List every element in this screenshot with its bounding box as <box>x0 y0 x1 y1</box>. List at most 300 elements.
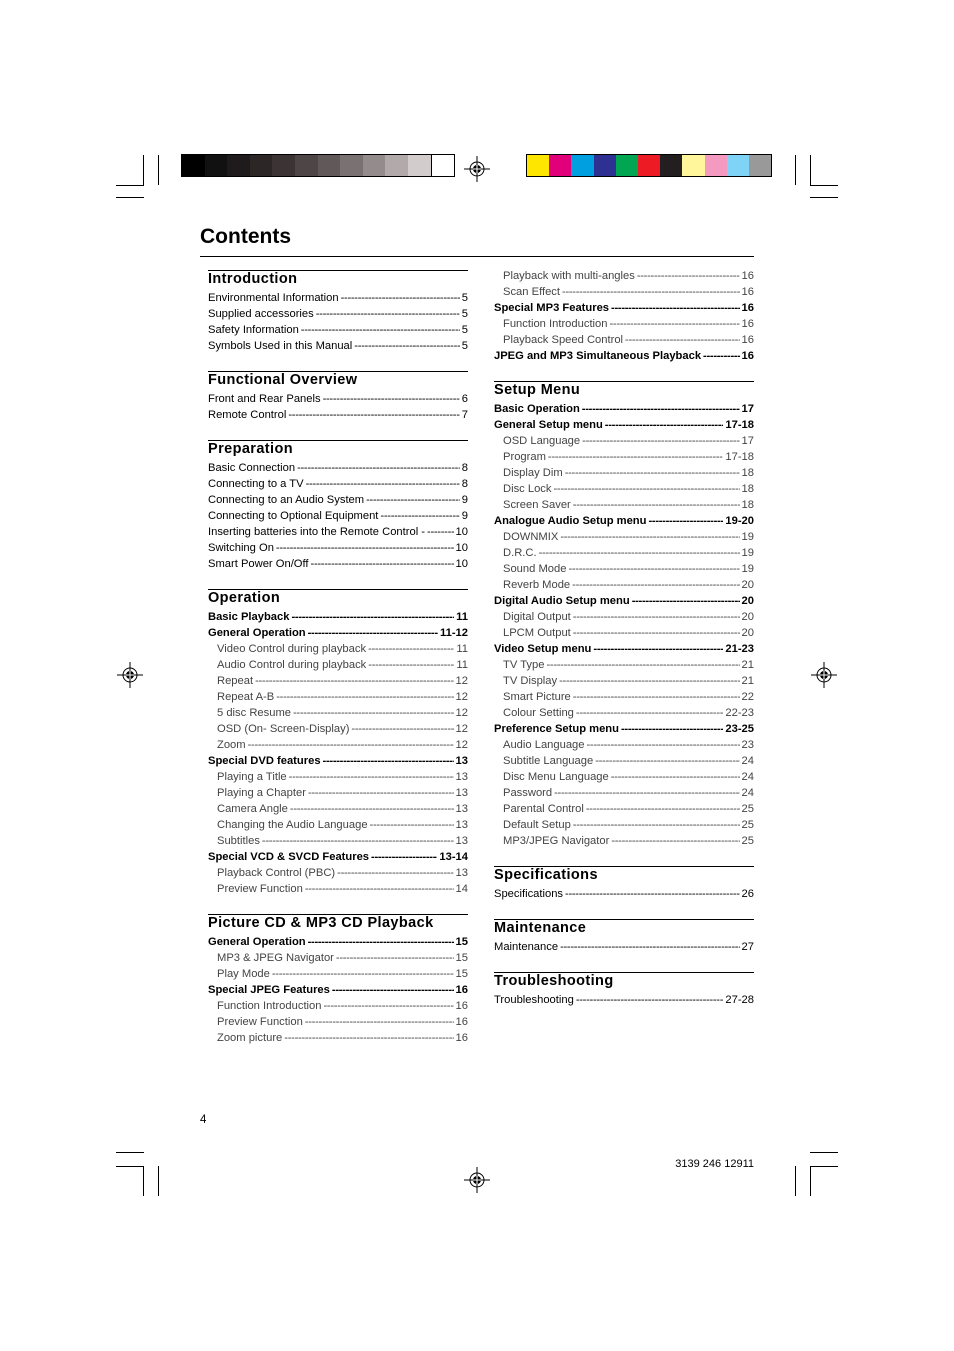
toc-entry[interactable] <box>208 865 468 881</box>
toc-entry-title: Special MP3 Features <box>494 302 610 314</box>
toc-entry[interactable] <box>494 801 754 817</box>
toc-entry[interactable] <box>494 545 754 561</box>
toc-entry-title: Playback Control (PBC) <box>217 867 336 879</box>
toc-entry[interactable] <box>208 1014 468 1030</box>
crop-mark <box>810 155 811 185</box>
toc-section <box>494 268 754 364</box>
toc-entry[interactable] <box>494 753 754 769</box>
toc-entry[interactable] <box>494 625 754 641</box>
dot-leader <box>341 290 460 306</box>
dot-leader <box>572 577 739 593</box>
toc-entry-title: Video Setup menu <box>494 643 592 655</box>
color-swatch <box>638 155 660 176</box>
toc-entry-title: D.R.C. <box>503 547 537 559</box>
dot-leader <box>308 625 438 641</box>
color-swatch <box>340 155 363 176</box>
toc-entry[interactable] <box>208 966 468 982</box>
toc-entry[interactable] <box>494 401 754 417</box>
toc-entry-page: 12 <box>455 723 468 735</box>
color-swatch <box>318 155 341 176</box>
toc-entry[interactable] <box>494 886 754 902</box>
toc-entry-page: 17-18 <box>725 419 754 431</box>
dot-leader <box>255 673 453 689</box>
dot-leader <box>582 433 739 449</box>
toc-entry-page: 25 <box>741 835 754 847</box>
crop-mark <box>795 155 796 185</box>
dot-leader <box>648 513 723 529</box>
toc-entry-page: 18 <box>741 483 754 495</box>
registration-target-icon <box>464 156 490 182</box>
dot-leader <box>248 737 454 753</box>
toc-entry[interactable] <box>494 433 754 449</box>
page-title: Contents <box>200 225 291 248</box>
dot-leader <box>573 609 740 625</box>
toc-entry-title: Reverb Mode <box>503 579 571 591</box>
toc-entry[interactable] <box>208 460 468 476</box>
dot-leader <box>332 982 454 998</box>
toc-entry[interactable] <box>494 673 754 689</box>
toc-entry-title: Audio Language <box>503 739 585 751</box>
dot-leader <box>560 529 739 545</box>
toc-entry[interactable] <box>208 737 468 753</box>
toc-entry-title: Digital Audio Setup menu <box>494 595 630 607</box>
toc-entry-title: Supplied accessories <box>208 308 314 320</box>
crop-mark <box>116 185 144 186</box>
toc-entry-title: Play Mode <box>217 968 270 980</box>
dot-leader <box>587 737 740 753</box>
toc-entry-title: Repeat A-B <box>217 691 275 703</box>
toc-entry-title: Preference Setup menu <box>494 723 619 735</box>
title-divider <box>200 256 754 257</box>
dot-leader <box>368 657 454 673</box>
toc-entry[interactable] <box>208 641 468 657</box>
toc-entry[interactable] <box>494 300 754 316</box>
toc-entry-title: Audio Control during playback <box>217 659 367 671</box>
toc-entry-page: 19 <box>741 563 754 575</box>
toc-entry-page: 12 <box>455 707 468 719</box>
toc-entry-title: Zoom <box>217 739 246 751</box>
toc-entry-title: MP3 & JPEG Navigator <box>217 952 334 964</box>
toc-entry-title: Disc Lock <box>503 483 552 495</box>
toc-entry-page: 10 <box>455 542 468 554</box>
dot-leader <box>560 939 739 955</box>
dot-leader <box>621 721 723 737</box>
toc-entry-title: DOWNMIX <box>503 531 559 543</box>
toc-entry[interactable] <box>494 449 754 465</box>
toc-entry-title: Zoom picture <box>217 1032 283 1044</box>
toc-entry-title: Digital Output <box>503 611 571 623</box>
toc-entry-page: 12 <box>455 691 468 703</box>
toc-entry-page: 20 <box>741 627 754 639</box>
crop-mark <box>116 1166 144 1167</box>
toc-entry-page: 16 <box>741 302 754 314</box>
toc-entry[interactable] <box>208 322 468 338</box>
toc-entry-page: 16 <box>455 1016 468 1028</box>
toc-entry[interactable] <box>208 689 468 705</box>
dot-leader <box>554 785 739 801</box>
toc-entry-page: 13 <box>455 755 468 767</box>
toc-entry[interactable] <box>208 721 468 737</box>
dot-leader <box>380 508 459 524</box>
toc-entry-page: 17 <box>741 435 754 447</box>
dot-leader <box>611 769 740 785</box>
toc-entry-title: 5 disc Resume <box>217 707 291 719</box>
toc-entry[interactable] <box>494 513 754 529</box>
toc-entry[interactable] <box>208 849 468 865</box>
toc-entry-page: 25 <box>741 803 754 815</box>
color-swatch <box>682 155 704 176</box>
color-swatch <box>549 155 571 176</box>
toc-entry[interactable] <box>208 524 468 540</box>
toc-entry-title: Connecting to Optional Equipment <box>208 510 379 522</box>
toc-entry[interactable] <box>208 833 468 849</box>
toc-section <box>208 589 468 897</box>
toc-section <box>494 381 754 849</box>
toc-entry-title: MP3/JPEG Navigator <box>503 835 610 847</box>
toc-entry-page: 5 <box>461 340 468 352</box>
toc-entry-page: 20 <box>741 579 754 591</box>
toc-entry[interactable] <box>494 641 754 657</box>
dot-leader <box>308 785 454 801</box>
toc-entry[interactable] <box>208 705 468 721</box>
toc-entry-title: Playing a Title <box>217 771 287 783</box>
toc-entry-page: 14 <box>455 883 468 895</box>
toc-entry[interactable] <box>208 982 468 998</box>
grayscale-calibration-strip <box>181 154 455 177</box>
toc-entry[interactable] <box>208 817 468 833</box>
dot-leader <box>323 391 460 407</box>
toc-entry-page: 16 <box>455 1000 468 1012</box>
dot-leader <box>291 609 454 625</box>
toc-entry[interactable] <box>494 465 754 481</box>
toc-entry[interactable] <box>208 306 468 322</box>
toc-entry-page: 13 <box>455 787 468 799</box>
toc-entry-title: Basic Operation <box>494 403 580 415</box>
toc-section <box>208 270 468 354</box>
registration-target-icon <box>464 1167 490 1193</box>
toc-entry[interactable] <box>494 497 754 513</box>
toc-entry[interactable] <box>208 769 468 785</box>
toc-entry-title: Specifications <box>494 888 564 900</box>
toc-entry-page: 21-23 <box>725 643 754 655</box>
toc-entry-title: Symbols Used in this Manual <box>208 340 353 352</box>
toc-entry[interactable] <box>208 657 468 673</box>
toc-entry-title: Switching On <box>208 542 274 554</box>
toc-entry-page: 16 <box>741 270 754 282</box>
toc-entry-title: Preview Function <box>217 883 303 895</box>
toc-entry-page: 11 <box>456 643 468 655</box>
dot-leader <box>609 316 739 332</box>
color-swatch <box>749 155 771 176</box>
toc-entry-title: JPEG and MP3 Simultaneous Playback <box>494 350 702 362</box>
dot-leader <box>565 886 740 902</box>
toc-entry[interactable] <box>494 737 754 753</box>
toc-entry-page: 24 <box>741 787 754 799</box>
toc-entry-page: 27-28 <box>725 994 754 1006</box>
toc-entry-page: 21 <box>741 675 754 687</box>
toc-entry-title: Changing the Audio Language <box>217 819 368 831</box>
dot-leader <box>568 561 739 577</box>
toc-entry-title: Preview Function <box>217 1016 303 1028</box>
toc-entry-title: OSD (On- Screen-Display) <box>217 723 350 735</box>
toc-entry-page: 5 <box>461 324 468 336</box>
toc-section <box>208 440 468 572</box>
toc-entry[interactable] <box>494 348 754 364</box>
dot-leader <box>595 753 739 769</box>
toc-section <box>208 914 468 1046</box>
dot-leader <box>297 460 460 476</box>
dot-leader <box>632 593 740 609</box>
toc-entry-title: TV Type <box>503 659 545 671</box>
color-calibration-strip <box>526 154 772 177</box>
dot-leader <box>548 449 723 465</box>
dot-leader <box>354 338 460 354</box>
toc-entry-page: 13 <box>455 867 468 879</box>
toc-entry-page: 19 <box>741 531 754 543</box>
toc-entry-title: Connecting to an Audio System <box>208 494 365 506</box>
toc-entry[interactable] <box>494 529 754 545</box>
toc-entry[interactable] <box>494 992 754 1008</box>
toc-entry[interactable] <box>494 417 754 433</box>
toc-entry-page: 17 <box>741 403 754 415</box>
dot-leader <box>562 284 740 300</box>
toc-section <box>494 972 754 1008</box>
toc-section <box>494 919 754 955</box>
toc-entry-page: 8 <box>461 478 468 490</box>
toc-entry[interactable] <box>494 481 754 497</box>
dot-leader <box>305 881 454 897</box>
dot-leader <box>276 689 453 705</box>
toc-entry-title: Basic Connection <box>208 462 296 474</box>
toc-entry[interactable] <box>494 268 754 284</box>
dot-leader <box>427 524 454 540</box>
toc-entry[interactable] <box>208 338 468 354</box>
toc-entry-title: Program <box>503 451 546 463</box>
dot-leader <box>576 992 724 1008</box>
toc-entry-page: 22-23 <box>725 707 754 719</box>
toc-entry[interactable] <box>208 540 468 556</box>
dot-leader <box>371 849 437 865</box>
dot-leader <box>289 769 454 785</box>
crop-mark <box>810 1166 838 1167</box>
toc-entry[interactable] <box>208 673 468 689</box>
toc-entry-page: 17-18 <box>725 451 754 463</box>
color-swatch <box>182 155 205 176</box>
toc-entry[interactable] <box>208 391 468 407</box>
dot-leader <box>288 407 459 423</box>
toc-entry[interactable] <box>494 689 754 705</box>
toc-entry-title: Smart Power On/Off <box>208 558 309 570</box>
section-heading: Picture CD & MP3 CD Playback <box>208 914 468 932</box>
page-number: 4 <box>200 1114 207 1126</box>
toc-entry-page: 13 <box>455 819 468 831</box>
color-swatch <box>408 155 431 176</box>
dot-leader <box>276 540 454 556</box>
toc-entry[interactable] <box>208 881 468 897</box>
toc-entry-page: 20 <box>741 595 754 607</box>
crop-mark <box>158 1166 159 1196</box>
toc-section <box>494 866 754 902</box>
dot-leader <box>301 322 460 338</box>
color-swatch <box>616 155 638 176</box>
toc-entry[interactable] <box>208 1030 468 1046</box>
toc-entry-page: 24 <box>741 771 754 783</box>
toc-entry[interactable] <box>208 998 468 1014</box>
toc-entry-title: Function Introduction <box>503 318 608 330</box>
dot-leader <box>308 934 454 950</box>
color-swatch <box>205 155 228 176</box>
toc-entry[interactable] <box>208 801 468 817</box>
toc-entry-page: 16 <box>741 334 754 346</box>
toc-entry-page: 19-20 <box>725 515 754 527</box>
toc-entry[interactable] <box>494 316 754 332</box>
toc-entry-page: 13-14 <box>439 851 468 863</box>
toc-entry-page: 22 <box>741 691 754 703</box>
toc-entry-page: 20 <box>741 611 754 623</box>
toc-entry[interactable] <box>208 407 468 423</box>
toc-entry-page: 8 <box>461 462 468 474</box>
dot-leader <box>316 306 460 322</box>
toc-entry-title: Camera Angle <box>217 803 288 815</box>
color-swatch <box>227 155 250 176</box>
dot-leader <box>323 753 454 769</box>
toc-entry-page: 16 <box>455 984 468 996</box>
toc-entry[interactable] <box>494 561 754 577</box>
dot-leader <box>284 1030 453 1046</box>
toc-entry-page: 6 <box>461 393 468 405</box>
dot-leader <box>336 950 454 966</box>
toc-entry-page: 16 <box>741 286 754 298</box>
toc-entry-page: 7 <box>461 409 468 421</box>
crop-mark <box>810 185 838 186</box>
dot-leader <box>311 556 454 572</box>
toc-entry-page: 25 <box>741 819 754 831</box>
toc-entry-title: Repeat <box>217 675 254 687</box>
dot-leader <box>573 625 740 641</box>
color-swatch <box>594 155 616 176</box>
toc-entry-title: Remote Control <box>208 409 287 421</box>
toc-entry-title: Parental Control <box>503 803 584 815</box>
dot-leader <box>573 817 740 833</box>
toc-entry-title: Video Control during playback <box>217 643 367 655</box>
crop-mark <box>795 1166 796 1196</box>
toc-entry[interactable] <box>208 492 468 508</box>
color-swatch <box>250 155 273 176</box>
toc-entry[interactable] <box>494 657 754 673</box>
section-heading: Specifications <box>494 866 754 884</box>
crop-mark <box>143 1166 144 1196</box>
toc-entry[interactable] <box>208 609 468 625</box>
color-swatch <box>385 155 408 176</box>
toc-entry-title: Special VCD & SVCD Features <box>208 851 370 863</box>
toc-entry[interactable] <box>494 332 754 348</box>
toc-entry[interactable] <box>494 577 754 593</box>
toc-entry[interactable] <box>494 721 754 737</box>
dot-leader <box>582 401 740 417</box>
color-swatch <box>527 155 549 176</box>
toc-entry-title: Display Dim <box>503 467 563 479</box>
dot-leader <box>370 817 454 833</box>
crop-mark <box>116 1152 144 1153</box>
toc-entry-page: 15 <box>455 968 468 980</box>
toc-entry[interactable] <box>208 556 468 572</box>
toc-entry[interactable] <box>494 785 754 801</box>
crop-mark <box>158 155 159 185</box>
toc-entry-page: 24 <box>741 755 754 767</box>
dot-leader <box>272 966 454 982</box>
toc-entry[interactable] <box>494 284 754 300</box>
color-swatch <box>571 155 593 176</box>
section-heading: Maintenance <box>494 919 754 937</box>
toc-entry-title: Playback with multi-angles <box>503 270 635 282</box>
color-swatch <box>363 155 386 176</box>
toc-right-column <box>494 268 754 1025</box>
registration-target-icon <box>117 662 143 688</box>
toc-entry[interactable] <box>208 290 468 306</box>
toc-entry[interactable] <box>208 476 468 492</box>
toc-entry-page: 21 <box>741 659 754 671</box>
toc-entry-title: General Operation <box>208 936 306 948</box>
toc-entry[interactable] <box>208 753 468 769</box>
toc-entry[interactable] <box>494 593 754 609</box>
toc-entry[interactable] <box>494 769 754 785</box>
toc-entry-page: 27 <box>741 941 754 953</box>
toc-entry[interactable] <box>494 833 754 849</box>
dot-leader <box>593 641 723 657</box>
toc-entry[interactable] <box>208 950 468 966</box>
dot-leader <box>293 705 454 721</box>
toc-entry[interactable] <box>208 508 468 524</box>
toc-entry-title: Special JPEG Features <box>208 984 330 996</box>
dot-leader <box>611 300 740 316</box>
toc-entry[interactable] <box>208 625 468 641</box>
toc-entry-title: Inserting batteries into the Remote Control - <box>208 526 426 538</box>
toc-entry[interactable] <box>208 934 468 950</box>
dot-leader <box>546 657 739 673</box>
dot-leader <box>554 481 740 497</box>
dot-leader <box>539 545 740 561</box>
toc-entry-page: 9 <box>461 494 468 506</box>
dot-leader <box>605 417 724 433</box>
dot-leader <box>368 641 454 657</box>
toc-entry-title: Playing a Chapter <box>217 787 306 799</box>
toc-entry-page: 15 <box>455 936 468 948</box>
color-swatch <box>431 155 455 176</box>
toc-entry[interactable] <box>208 785 468 801</box>
toc-entry-title: TV Display <box>503 675 558 687</box>
toc-entry[interactable] <box>494 609 754 625</box>
dot-leader <box>337 865 453 881</box>
toc-section <box>208 371 468 423</box>
toc-entry-page: 12 <box>455 675 468 687</box>
toc-entry-title: General Setup menu <box>494 419 603 431</box>
toc-entry[interactable] <box>494 939 754 955</box>
toc-entry-page: 18 <box>741 499 754 511</box>
toc-entry-title: Password <box>503 787 553 799</box>
color-swatch <box>727 155 749 176</box>
toc-entry-page: 13 <box>455 835 468 847</box>
dot-leader <box>637 268 740 284</box>
toc-entry-title: Connecting to a TV <box>208 478 304 490</box>
toc-entry-title: Sound Mode <box>503 563 567 575</box>
section-heading: Troubleshooting <box>494 972 754 990</box>
toc-entry-page: 10 <box>455 526 468 538</box>
toc-entry-title: Subtitle Language <box>503 755 594 767</box>
toc-entry-page: 9 <box>461 510 468 522</box>
toc-entry-page: 5 <box>461 308 468 320</box>
toc-entry[interactable] <box>494 817 754 833</box>
toc-entry[interactable] <box>494 705 754 721</box>
